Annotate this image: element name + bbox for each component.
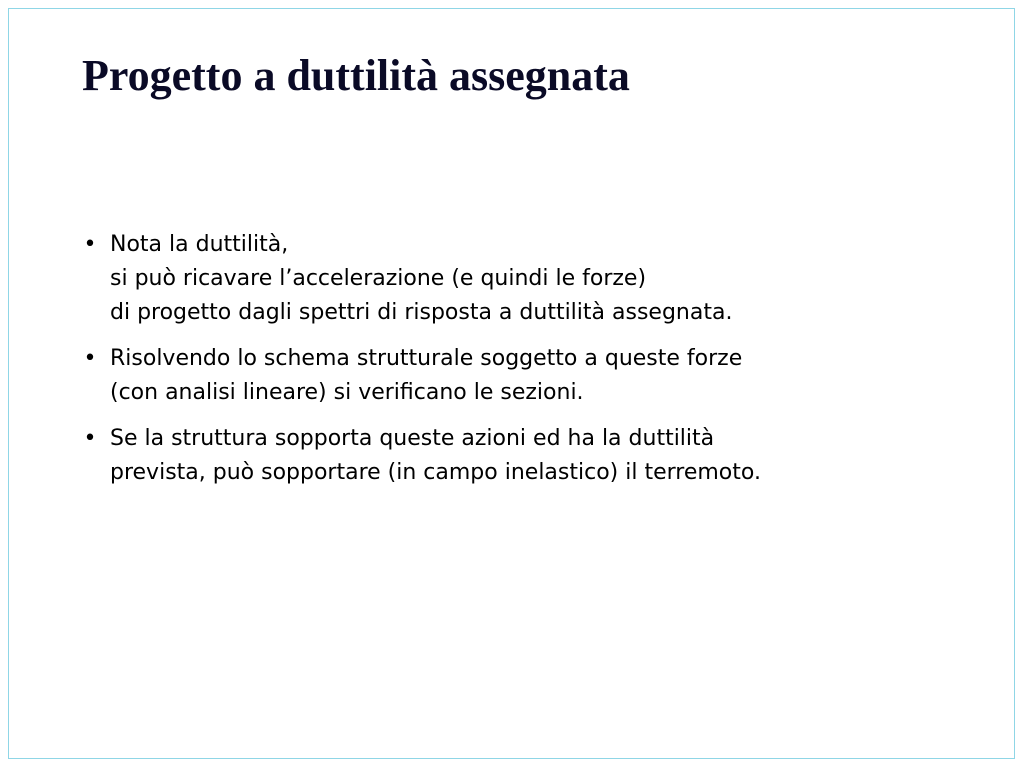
slide-title: Progetto a duttilità assegnata xyxy=(82,51,630,100)
bullet-line: prevista, può sopportare (in campo inelastico) il terremoto. xyxy=(110,460,761,485)
bullet-line: di progetto dagli spettri di risposta a duttilità assegnata. xyxy=(110,300,733,325)
bullet-line: (con analisi lineare) si verificano le sezioni. xyxy=(110,380,584,405)
bullet-item xyxy=(80,228,940,330)
bullet-line: Risolvendo lo schema strutturale soggetto a queste forze xyxy=(110,346,743,371)
bullet-line: Se la struttura sopporta queste azioni ed ha la duttilità xyxy=(110,426,715,451)
bullet-dot-icon: • xyxy=(83,426,97,451)
bullet-list xyxy=(80,228,940,502)
bullet-item xyxy=(80,422,940,490)
bullet-line: si può ricavare l’accelerazione (e quindi le forze) xyxy=(110,266,647,291)
bullet-line: Nota la duttilità, xyxy=(110,232,289,257)
bullet-dot-icon: • xyxy=(83,232,97,257)
bullet-item xyxy=(80,342,940,410)
bullet-dot-icon: • xyxy=(83,346,97,371)
